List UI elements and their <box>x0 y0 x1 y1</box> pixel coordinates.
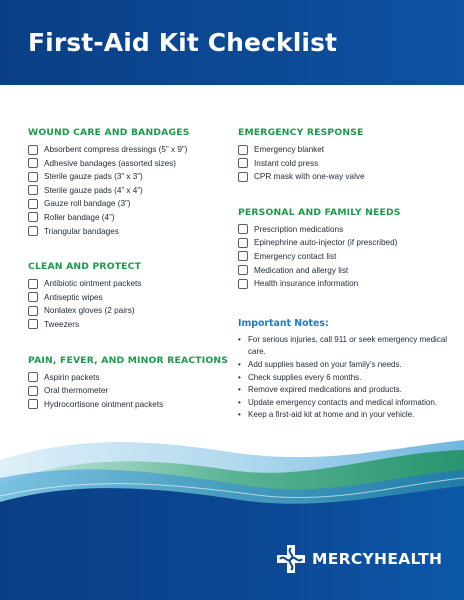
checkbox[interactable] <box>238 265 248 275</box>
item-label: Triangular bandages <box>44 226 119 236</box>
item-label: Aspirin packets <box>44 372 100 382</box>
note-item: • Update emergency contacts and medical information. <box>238 397 448 410</box>
item-label: Antibiotic ointment packets <box>44 279 142 289</box>
item-label: Epinephrine auto-injector (if prescribed) <box>254 238 398 248</box>
item-label: Absorbent compress dressings (5” x 9”) <box>44 145 188 154</box>
item-label: Medication and allergy list <box>254 265 349 275</box>
checkbox[interactable] <box>28 372 38 382</box>
checklist-item[interactable] <box>238 277 448 290</box>
item-label: Emergency blanket <box>254 145 325 154</box>
checklist-item[interactable] <box>28 277 233 290</box>
checklist-item[interactable] <box>28 211 233 224</box>
checkbox[interactable] <box>28 212 38 222</box>
checklist-item[interactable] <box>238 170 448 183</box>
note-item: • Keep a first-aid kit at home and in your vehicle. <box>238 409 448 422</box>
right-column <box>238 126 448 422</box>
item-label: Emergency contact list <box>254 251 337 261</box>
checklist-item[interactable] <box>238 223 448 236</box>
brand-name: MERCYHEALTH <box>312 550 443 568</box>
checklist-item[interactable] <box>28 197 233 210</box>
item-label: Gauze roll bandage (3”) <box>44 199 131 209</box>
checkbox[interactable] <box>28 145 38 155</box>
footer-wave-graphic <box>0 430 464 600</box>
item-label: Sterile gauze pads (3” x 3”) <box>44 172 143 182</box>
item-label: Antiseptic wipes <box>44 292 103 302</box>
checkbox[interactable] <box>28 172 38 182</box>
section-title: WOUND CARE AND BANDAGES <box>28 127 190 138</box>
checklist-item[interactable] <box>28 304 233 317</box>
item-label: Prescription medications <box>254 224 344 234</box>
important-notes <box>238 317 448 422</box>
checklist-item[interactable] <box>238 236 448 249</box>
checklist-item[interactable] <box>238 250 448 263</box>
checkbox[interactable] <box>28 319 38 329</box>
section-pain-fever <box>28 354 233 411</box>
checklist-item[interactable] <box>238 264 448 277</box>
checkbox[interactable] <box>238 172 248 182</box>
page-title: First-Aid Kit Checklist <box>28 28 338 57</box>
checkbox[interactable] <box>238 238 248 248</box>
section-title: CLEAN AND PROTECT <box>28 261 142 273</box>
checkbox[interactable] <box>28 386 38 396</box>
item-label: Nonlatex gloves (2 pairs) <box>44 306 135 316</box>
checkbox[interactable] <box>28 279 38 289</box>
checklist-item[interactable] <box>238 143 448 156</box>
checkbox[interactable] <box>28 185 38 195</box>
checkbox[interactable] <box>238 279 248 289</box>
item-label: Oral thermometer <box>44 386 109 396</box>
item-label: CPR mask with one-way valve <box>254 172 365 182</box>
note-item: • Check supplies every 6 months. <box>238 372 448 385</box>
checkbox[interactable] <box>238 145 248 155</box>
brand-logo <box>276 544 442 574</box>
item-label: Sterile gauze pads (4” x 4”) <box>44 185 143 195</box>
note-item: • For serious injuries, call 911 or seek emergency medical care. <box>238 334 448 359</box>
header-banner <box>0 0 464 85</box>
checklist-item[interactable] <box>28 184 233 197</box>
item-label: Hydrocortisone ointment packets <box>44 399 164 409</box>
checklist-item[interactable] <box>238 157 448 170</box>
note-item: • Add supplies based on your family’s needs. <box>238 359 448 372</box>
item-label: Roller bandage (4”) <box>44 212 115 222</box>
checklist-item[interactable] <box>28 384 233 397</box>
section-title: PERSONAL AND FAMILY NEEDS <box>238 206 401 218</box>
checklist-item[interactable] <box>28 157 233 170</box>
mercyhealth-cross-logo-icon <box>276 544 306 574</box>
checkbox[interactable] <box>28 199 38 209</box>
section-wound-care <box>28 126 233 238</box>
checkbox[interactable] <box>28 226 38 236</box>
notes-title: Important Notes: <box>238 317 329 329</box>
checklist-item[interactable] <box>28 143 233 156</box>
item-label: Health insurance information <box>254 279 359 289</box>
section-emergency-response <box>238 126 448 183</box>
left-column <box>28 126 233 411</box>
checkbox[interactable] <box>28 306 38 316</box>
item-label: Tweezers <box>44 319 80 329</box>
section-title: PAIN, FEVER, AND MINOR REACTIONS <box>28 354 229 366</box>
checklist-item[interactable] <box>28 318 233 331</box>
checklist-item[interactable] <box>28 225 233 238</box>
checkbox[interactable] <box>238 224 248 234</box>
checkbox[interactable] <box>28 399 38 409</box>
note-item: • Remove expired medications and products. <box>238 384 448 397</box>
item-label: Adhesive bandages (assorted sizes) <box>44 158 176 168</box>
item-label: Instant cold press <box>254 158 319 168</box>
section-title: EMERGENCY RESPONSE <box>238 127 364 138</box>
section-clean-protect <box>28 260 233 331</box>
checklist-item[interactable] <box>28 371 233 384</box>
checkbox[interactable] <box>238 251 248 261</box>
section-personal-family <box>238 206 448 290</box>
checklist-item[interactable] <box>28 170 233 183</box>
checkbox[interactable] <box>238 158 248 168</box>
checklist-item[interactable] <box>28 398 233 411</box>
checkbox[interactable] <box>28 158 38 168</box>
checklist-item[interactable] <box>28 291 233 304</box>
checkbox[interactable] <box>28 292 38 302</box>
